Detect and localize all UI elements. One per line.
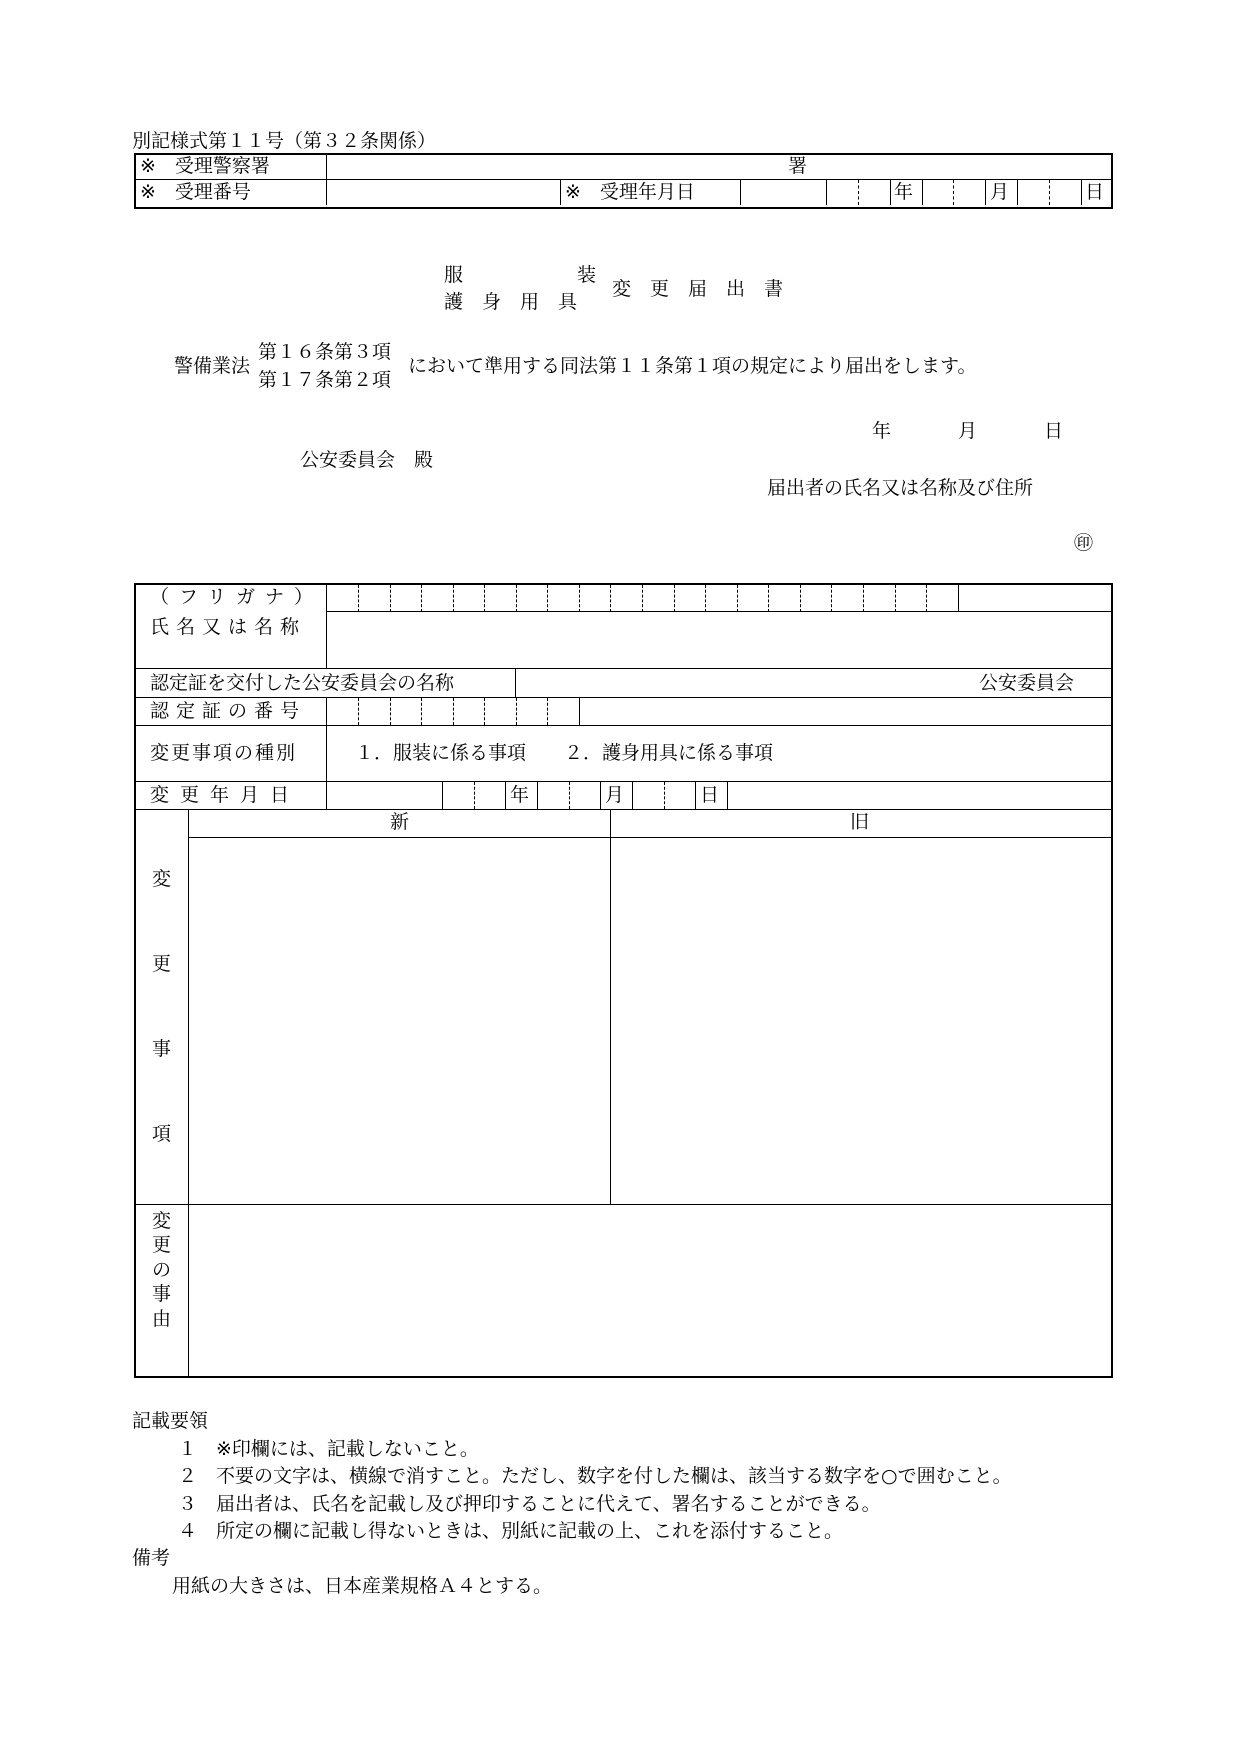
change-reason-char-3: の <box>152 1259 172 1281</box>
change-type-label: 変更事項の種別 <box>150 742 298 764</box>
seal-mark: ㊞ <box>1074 532 1094 554</box>
receipt-year-label: 年 <box>894 181 914 203</box>
instructions-heading: 記載要領 <box>132 1410 209 1432</box>
instruction-item-3: ３ 届出者は、氏名を記載し及び押印することに代えて、署名することができる。 <box>178 1493 881 1515</box>
change-reason-char-1: 変 <box>152 1210 172 1232</box>
change-date-day: 日 <box>700 784 720 806</box>
addressee: 公安委員会 殿 <box>300 449 434 471</box>
change-items-char-1: 変 <box>152 868 172 890</box>
change-reason-char-4: 事 <box>152 1283 172 1305</box>
instruction-item-1: １ ※印欄には、記載しないこと。 <box>178 1438 479 1460</box>
change-items-char-4: 項 <box>152 1123 172 1145</box>
change-reason-char-2: 更 <box>152 1234 172 1256</box>
law-prefix: 警備業法 <box>174 355 251 377</box>
title-top: 服 装 <box>444 264 597 286</box>
name-label: 氏名又は名称 <box>150 616 307 638</box>
name-field[interactable] <box>330 614 1105 666</box>
cert-number-label: 認定証の番号 <box>150 700 307 722</box>
new-column-header: 新 <box>390 811 410 833</box>
date-month: 月 <box>958 420 978 442</box>
change-reason-char-5: 由 <box>152 1308 172 1330</box>
change-date-month: 月 <box>605 784 625 806</box>
change-items-char-2: 更 <box>152 953 172 975</box>
police-station-label: ※ 受理警察署 <box>140 155 270 177</box>
police-station-field[interactable] <box>340 157 780 177</box>
receipt-day-label: 日 <box>1085 181 1105 203</box>
form-number: 別記様式第１１号（第３２条関係） <box>132 130 437 152</box>
old-column-header: 旧 <box>850 811 870 833</box>
change-date-label: 変更年月日 <box>150 784 301 806</box>
new-content-field[interactable] <box>192 840 606 1202</box>
furigana-label: （フリガナ） <box>150 586 324 608</box>
date-year: 年 <box>872 420 892 442</box>
receipt-date-label: ※ 受理年月日 <box>565 181 695 203</box>
receipt-number-field[interactable] <box>330 182 558 204</box>
page-title: 変 更 届 出 書 <box>612 278 784 300</box>
change-reason-field[interactable] <box>192 1207 1107 1372</box>
law-clause-1: 第１６条第３項 <box>258 341 392 363</box>
title-bottom: 護 身 用 具 <box>444 291 578 313</box>
law-clause-2: 第１７条第２項 <box>258 369 392 391</box>
commission-label: 認定証を交付した公安委員会の名称 <box>150 672 455 694</box>
date-day: 日 <box>1044 420 1064 442</box>
receipt-month-label: 月 <box>990 181 1010 203</box>
remarks-text: 用紙の大きさは、日本産業規格Ａ４とする。 <box>172 1575 553 1597</box>
old-content-field[interactable] <box>614 840 1107 1202</box>
instruction-item-2: ２ 不要の文字は、横線で消すこと。ただし、数字を付した欄は、該当する数字を○で囲むこと。 <box>178 1465 1012 1487</box>
receipt-number-label: ※ 受理番号 <box>140 181 251 203</box>
remarks-heading: 備考 <box>132 1547 171 1569</box>
change-items-char-3: 事 <box>152 1038 172 1060</box>
law-suffix: において準用する同法第１１条第１項の規定により届出をします。 <box>408 355 977 377</box>
police-station-suffix: 署 <box>788 155 808 177</box>
applicant-label: 届出者の氏名又は名称及び住所 <box>767 477 1034 499</box>
commission-suffix: 公安委員会 <box>979 672 1075 694</box>
change-date-year: 年 <box>510 784 530 806</box>
instruction-item-4: ４ 所定の欄に記載し得ないときは、別紙に記載の上、これを添付すること。 <box>178 1520 844 1542</box>
change-type-options[interactable]: １．服装に係る事項 ２．護身用具に係る事項 <box>355 742 774 764</box>
